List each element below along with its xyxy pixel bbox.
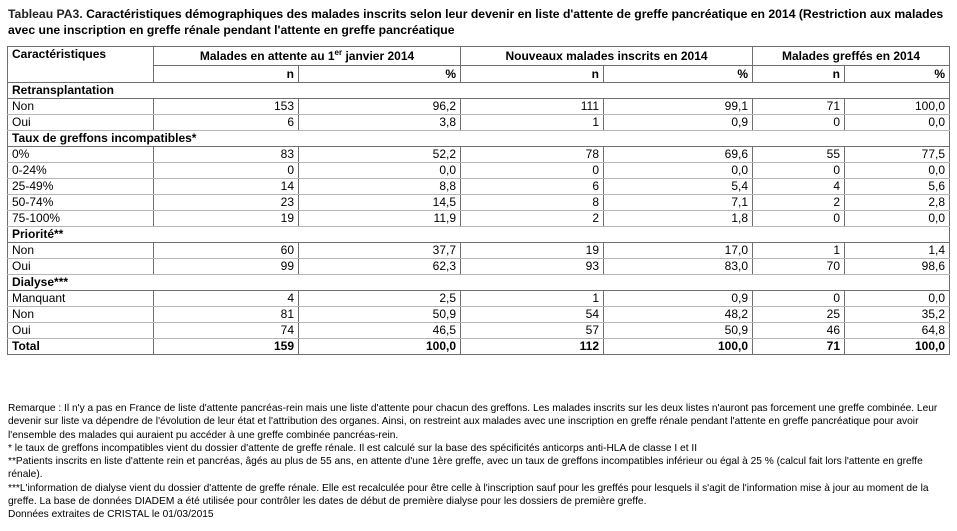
table-cell: 0 (753, 291, 845, 307)
total-cell: 100,0 (299, 339, 461, 355)
table-cell: 37,7 (299, 243, 461, 259)
total-cell: 112 (461, 339, 604, 355)
table-cell: 6 (154, 115, 299, 131)
note-source: Données extraites de CRISTAL le 01/03/2015 (8, 509, 214, 521)
table-cell: 7,1 (604, 195, 753, 211)
table-row (8, 211, 950, 227)
table-cell: 153 (154, 99, 299, 115)
table-cell: 0,0 (845, 115, 950, 131)
table-cell: 1 (753, 243, 845, 259)
table-cell: 0,0 (604, 163, 753, 179)
header-caracteristiques: Caractéristiques (8, 47, 154, 83)
table-cell: 11,9 (299, 211, 461, 227)
total-cell: 159 (154, 339, 299, 355)
row-label: 75-100% (8, 211, 154, 227)
total-cell: 71 (753, 339, 845, 355)
total-cell: 100,0 (604, 339, 753, 355)
table-cell: 1,8 (604, 211, 753, 227)
table-cell: 99 (154, 259, 299, 275)
table-cell: 14 (154, 179, 299, 195)
table-cell: 78 (461, 147, 604, 163)
table-row (8, 243, 950, 259)
total-row (8, 339, 950, 355)
table-row (8, 291, 950, 307)
table-cell: 74 (154, 323, 299, 339)
table-cell: 77,5 (845, 147, 950, 163)
table-row (8, 115, 950, 131)
table-cell: 0 (154, 163, 299, 179)
table-cell: 50,9 (299, 307, 461, 323)
table-cell: 93 (461, 259, 604, 275)
section-row (8, 83, 950, 99)
table-cell: 3,8 (299, 115, 461, 131)
table-row (8, 259, 950, 275)
row-label: Oui (8, 115, 154, 131)
table-cell: 4 (753, 179, 845, 195)
table-cell: 100,0 (845, 99, 950, 115)
header-n: n (154, 66, 299, 83)
section-label: Retransplantation (8, 83, 950, 99)
table-cell: 8 (461, 195, 604, 211)
table-cell: 70 (753, 259, 845, 275)
table-cell: 0,0 (845, 211, 950, 227)
table-cell: 2,5 (299, 291, 461, 307)
row-label: Non (8, 307, 154, 323)
header-n: n (753, 66, 845, 83)
table-cell: 52,2 (299, 147, 461, 163)
header-pct: % (845, 66, 950, 83)
header-group-attente: Malades en attente au 1er janvier 2014 (154, 47, 461, 66)
table-cell: 83,0 (604, 259, 753, 275)
table-cell: 62,3 (299, 259, 461, 275)
table-row (8, 163, 950, 179)
table-cell: 5,4 (604, 179, 753, 195)
table-cell: 0 (753, 115, 845, 131)
table-cell: 1,4 (845, 243, 950, 259)
table-cell: 25 (753, 307, 845, 323)
table-row (8, 179, 950, 195)
row-label: Non (8, 243, 154, 259)
row-label: 0% (8, 147, 154, 163)
table-cell: 64,8 (845, 323, 950, 339)
header-n: n (461, 66, 604, 83)
note-priorite: **Patients inscrits en liste d'attente rein et pancréas, âgés au plus de 55 ans, en attente d'une 1ère greffe, avec un taux de greffons incompatibles inférieur ou égal à 25 % (calcul fait lors l'attente en greffe rénale). (8, 456, 923, 481)
table-cell: 2 (753, 195, 845, 211)
table-cell: 0 (753, 163, 845, 179)
header-pct: % (299, 66, 461, 83)
table-cell: 96,2 (299, 99, 461, 115)
table-row (8, 307, 950, 323)
table-number: Tableau PA3. (8, 7, 83, 21)
row-label: Manquant (8, 291, 154, 307)
row-label: Oui (8, 323, 154, 339)
table-cell: 5,6 (845, 179, 950, 195)
table-cell: 19 (154, 211, 299, 227)
table-title (8, 6, 950, 38)
table-cell: 0,0 (845, 163, 950, 179)
table-row (8, 195, 950, 211)
table-cell: 2,8 (845, 195, 950, 211)
header-group-greffes: Malades greffés en 2014 (753, 47, 950, 66)
section-label: Priorité** (8, 227, 950, 243)
note-incompatibles: * le taux de greffons incompatibles vient du dossier d'attente de greffe rénale. Il est calculé sur la base des spécificités anticorps anti-HLA de classe I et II (8, 442, 698, 454)
table-cell: 1 (461, 115, 604, 131)
table-cell: 99,1 (604, 99, 753, 115)
table-cell: 50,9 (604, 323, 753, 339)
section-label: Dialyse*** (8, 275, 950, 291)
table-row (8, 147, 950, 163)
table-cell: 46 (753, 323, 845, 339)
table-cell: 55 (753, 147, 845, 163)
note-dialyse: ***L'information de dialyse vient du dossier d'attente de greffe rénale. Elle est recalculée pour être celle à l'inscription sauf pour les greffés pour lesquels il s'agit de l'information mise à jour au moment de la greffe. La base de données DIADEM a été utilisée pour contrôler les dates de début de première dialyse pour les dossiers de première greffe. (8, 482, 929, 508)
header-pct: % (604, 66, 753, 83)
table-cell: 8,8 (299, 179, 461, 195)
total-label: Total (8, 339, 154, 355)
table-cell: 46,5 (299, 323, 461, 339)
table-body (8, 83, 950, 355)
total-cell: 100,0 (845, 339, 950, 355)
table-row (8, 323, 950, 339)
row-label: 25-49% (8, 179, 154, 195)
table-cell: 23 (154, 195, 299, 211)
table-cell: 35,2 (845, 307, 950, 323)
table-cell: 0 (753, 211, 845, 227)
table-cell: 81 (154, 307, 299, 323)
table-cell: 2 (461, 211, 604, 227)
table-cell: 0,9 (604, 115, 753, 131)
table-cell: 14,5 (299, 195, 461, 211)
row-label: Oui (8, 259, 154, 275)
table-cell: 0,0 (299, 163, 461, 179)
table-cell: 0,0 (845, 291, 950, 307)
table-cell: 48,2 (604, 307, 753, 323)
table-cell: 57 (461, 323, 604, 339)
table-cell: 17,0 (604, 243, 753, 259)
table-cell: 4 (154, 291, 299, 307)
table-title-text: Caractéristiques démographiques des malades inscrits selon leur devenir en liste d'attente de greffe pancréatique en 2014 (Restriction aux malades avec une inscription en greffe rénale pendant l'attente en greffe pancréatique (8, 7, 944, 37)
section-row (8, 227, 950, 243)
table-cell: 1 (461, 291, 604, 307)
table-cell: 54 (461, 307, 604, 323)
table-cell: 60 (154, 243, 299, 259)
table-cell: 0,9 (604, 291, 753, 307)
row-label: 0-24% (8, 163, 154, 179)
data-table (7, 46, 950, 355)
table-cell: 69,6 (604, 147, 753, 163)
table-cell: 71 (753, 99, 845, 115)
header-group-nouveaux: Nouveaux malades inscrits en 2014 (461, 47, 753, 66)
row-label: 50-74% (8, 195, 154, 211)
table-notes (8, 402, 950, 522)
table-cell: 19 (461, 243, 604, 259)
section-row (8, 275, 950, 291)
row-label: Non (8, 99, 154, 115)
note-remarque: Remarque : Il n'y a pas en France de liste d'attente pancréas-rein mais une liste d'attente pour chacun des greffons. Les malades inscrits sur les deux listes n'auront pas forcement une greffe combinée. Leur devenir sur liste va dépendre de l'évolution de leur état et l'attribution des organes. Ainsi, on restreint aux malades avec une inscription en greffe rénale pendant l'attente en greffe pancréatique pour avoir l'ensemble des malades qui auraient pu accéder à une greffe combinée pancréas-rein. (8, 403, 938, 441)
table-cell: 0 (461, 163, 604, 179)
section-row (8, 131, 950, 147)
table-cell: 83 (154, 147, 299, 163)
table-row (8, 99, 950, 115)
table-cell: 6 (461, 179, 604, 195)
table-cell: 111 (461, 99, 604, 115)
section-label: Taux de greffons incompatibles* (8, 131, 950, 147)
header-row-groups (8, 47, 950, 66)
table-cell: 98,6 (845, 259, 950, 275)
